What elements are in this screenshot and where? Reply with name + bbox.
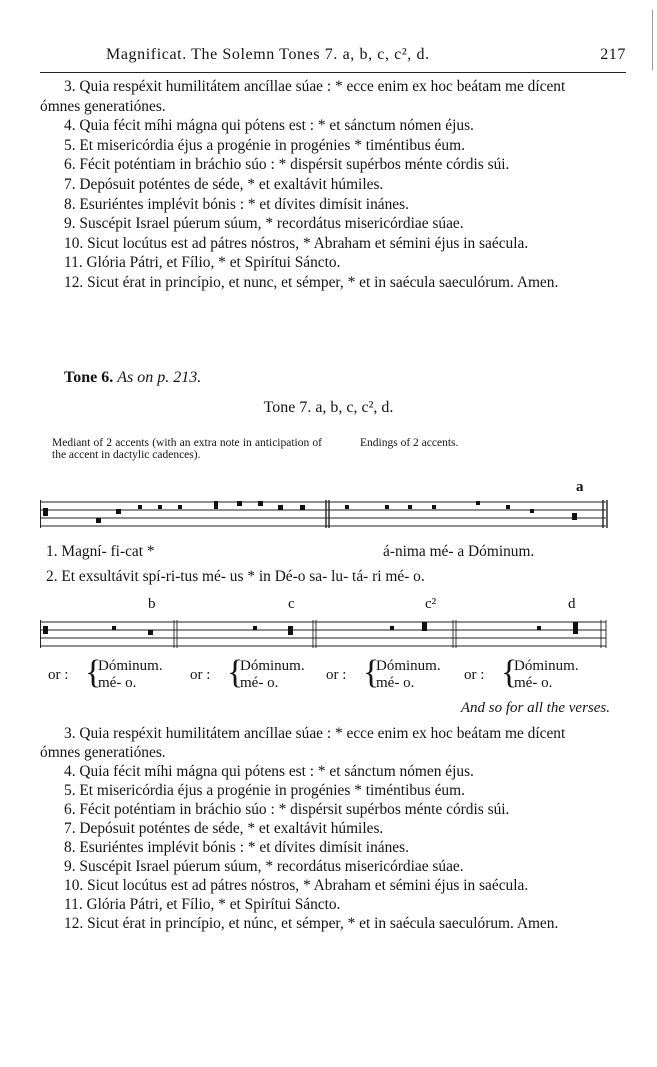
all-verses-note: And so for all the verses. (460, 700, 610, 716)
mediant-note: Mediant of 2 accents (with an extra note in anticipation of the accent in dactylic cadences). (52, 437, 322, 461)
ending-d-label: d (568, 596, 576, 612)
verse-5-b: 5. Et misericórdia éjus a progénie in progénies * timéntibus éum. (64, 782, 465, 799)
verses-top (40, 77, 606, 293)
verse-9: 9. Suscépit Israel púerum súum, * recordátus misericórdiae súae. (64, 215, 464, 233)
verse-11-b: 11. Glória Pátri, et Fílio, * et Spirítui Sáncto. (64, 896, 341, 913)
verse-10: 10. Sicut locútus est ad pátres nóstros, * Abraham et sémini éjus in saécula. (64, 234, 529, 252)
tone6-ref: As on p. 213. (117, 369, 202, 386)
brace-1: { (85, 654, 102, 691)
alt-or-4: or : (464, 667, 485, 683)
verse-5: 5. Et misericórdia éjus a progénie in progénies * timéntibus éum. (64, 136, 465, 154)
alt-4 (514, 658, 579, 692)
alt-2-bottom: mé- o. (240, 675, 279, 691)
brace-3: { (363, 654, 380, 691)
verses-bottom (40, 724, 606, 933)
verse-11: 11. Glória Pátri, et Fílio, * et Spirítui Sáncto. (64, 254, 341, 272)
verse-6: 6. Fécit poténtiam in bráchio súo : * dispérsit supérbos ménte córdis súi. (64, 156, 510, 174)
chant-staff-2 (40, 617, 610, 655)
alt-3 (376, 658, 441, 692)
header-rule (40, 72, 626, 73)
alt-4-bottom: mé- o. (514, 675, 553, 691)
alt-1 (98, 658, 163, 692)
verse-3-b: 3. Quia respéxit humilitátem ancíllae súae : * ecce enim ex hoc beátam me dícent ómnes generatiónes. (40, 725, 566, 761)
ending-c-label: c (288, 596, 295, 612)
brace-2: { (227, 654, 244, 691)
chant-line-1-right: á-nima mé- a Dóminum. (383, 543, 535, 560)
verse-10-b: 10. Sicut locútus est ad pátres nóstros, * Abraham et sémini éjus in saécula. (64, 877, 529, 894)
alt-2-top: Dóminum. (240, 658, 305, 674)
alt-2 (240, 658, 305, 692)
verse-6-b: 6. Fécit poténtiam in bráchio súo : * dispérsit supérbos ménte córdis súi. (64, 801, 510, 818)
tone6-heading (64, 369, 201, 387)
chant-staff-1 (40, 496, 610, 536)
verse-7-b: 7. Depósuit poténtes de séde, * et exaltávit húmiles. (64, 820, 384, 837)
alt-3-bottom: mé- o. (376, 675, 415, 691)
verse-12: 12. Sicut érat in princípio, et nunc, et sémper, * et in saécula saeculórum. Amen. (64, 273, 559, 291)
verse-9-b: 9. Suscépit Israel púerum súum, * recordátus misericórdiae súae. (64, 858, 464, 875)
alt-or-1: or : (48, 667, 69, 683)
ending-c2-label: c² (425, 596, 437, 612)
verse-4-b: 4. Quia fécit míhi mágna qui pótens est : * et sánctum nómen éjus. (64, 763, 474, 780)
verse-4: 4. Quia fécit míhi mágna qui pótens est : * et sánctum nómen éjus. (64, 117, 474, 135)
chant-line-1-left: 1. Magní- fi-cat * (46, 543, 155, 560)
alt-or-3: or : (326, 667, 347, 683)
ending-b-label: b (148, 596, 156, 612)
alt-or-2: or : (190, 667, 211, 683)
verse-3: 3. Quia respéxit humilitátem ancíllae súae : * ecce enim ex hoc beátam me dícent ómnes generatiónes. (40, 78, 566, 115)
verse-8: 8. Esuriéntes implévit bónis : * et dívites dimísit inánes. (64, 195, 409, 213)
alt-1-bottom: mé- o. (98, 675, 137, 691)
tone6-label: Tone 6. (64, 369, 114, 386)
verse-12-b: 12. Sicut érat in princípio, et núnc, et sémper, * et in saécula saeculórum. Amen. (64, 915, 559, 932)
alt-4-top: Dóminum. (514, 658, 579, 674)
margin-mark (652, 10, 653, 70)
endings-note: Endings of 2 accents. (360, 437, 459, 449)
verse-7: 7. Depósuit poténtes de séde, * et exaltávit húmiles. (64, 175, 384, 193)
chant-line-2: 2. Et exsultávit spí-ri-tus mé- us * in Dé-o sa- lu- tá- ri mé- o. (46, 568, 425, 585)
ending-a-label: a (576, 479, 584, 495)
brace-4: { (501, 654, 518, 691)
page-number: 217 (600, 46, 626, 63)
verse-8-b: 8. Esuriéntes implévit bónis : * et dívites dimísit inánes. (64, 839, 409, 856)
running-title: Magnificat. The Solemn Tones 7. a, b, c, c², d. (106, 46, 430, 63)
tone7-title: Tone 7. a, b, c, c², d. (263, 399, 394, 416)
alt-3-top: Dóminum. (376, 658, 441, 674)
alt-1-top: Dóminum. (98, 658, 163, 674)
